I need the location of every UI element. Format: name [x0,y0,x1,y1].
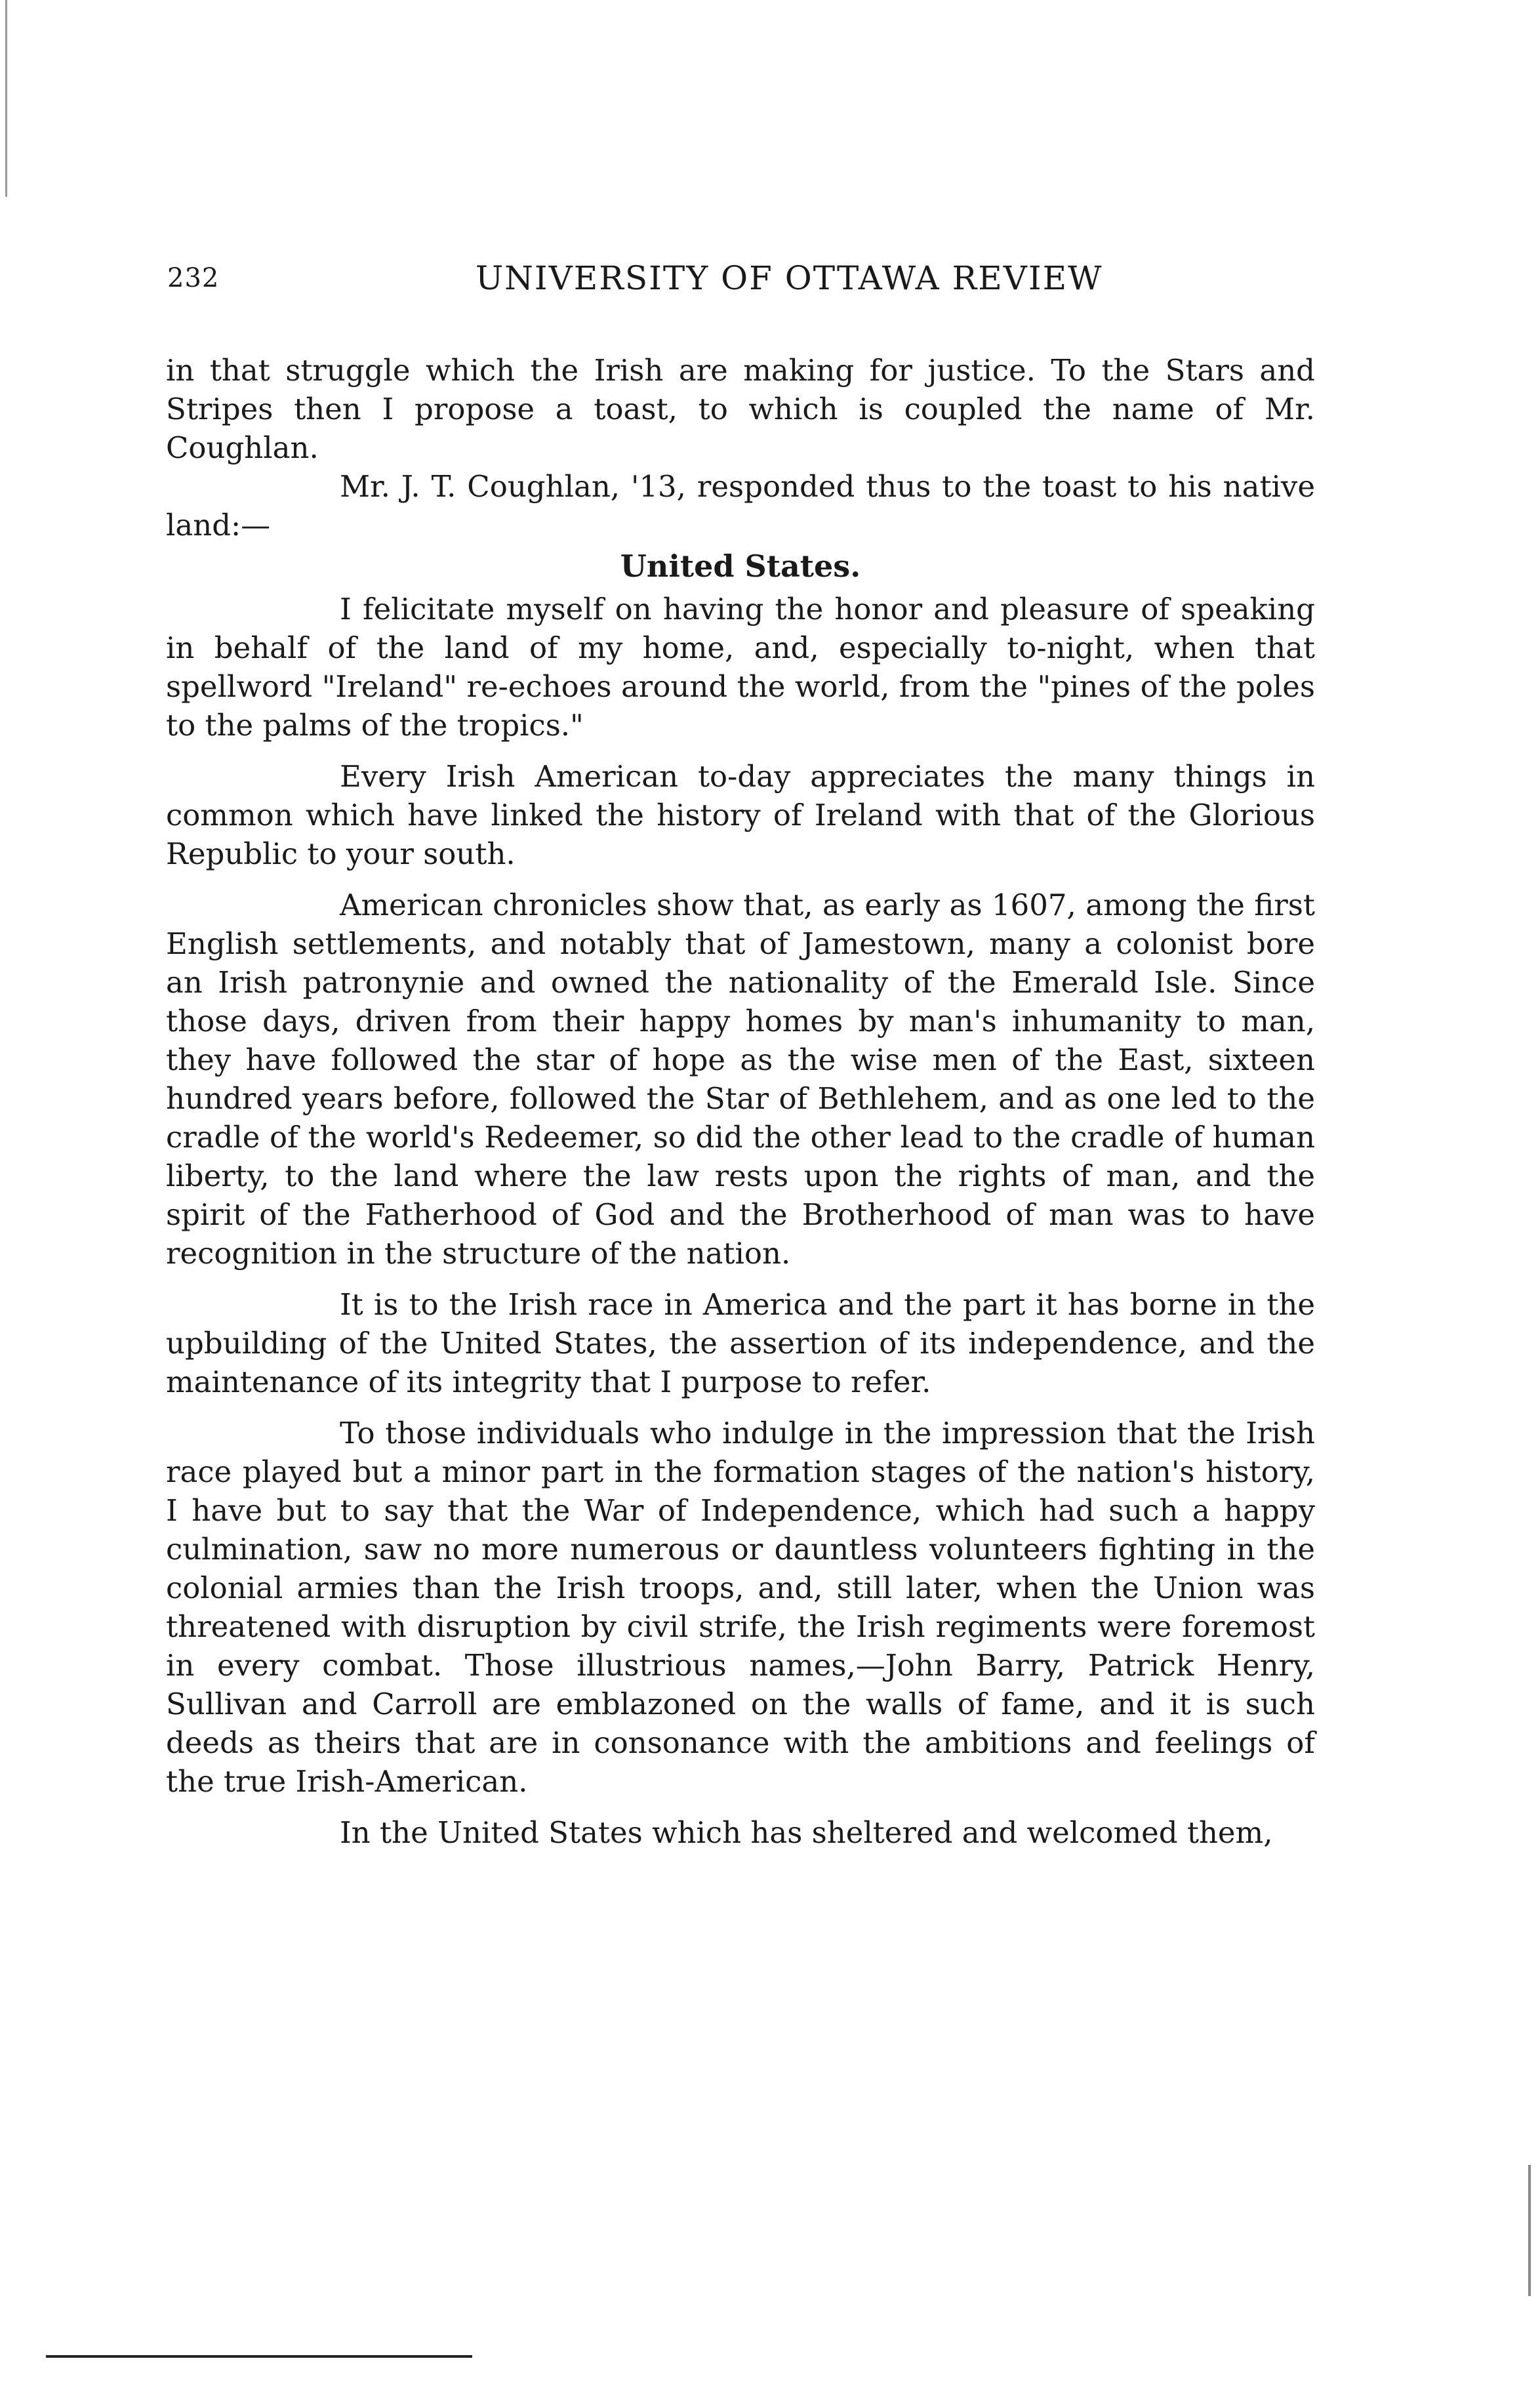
section-heading: United States. [620,548,861,584]
paragraph: To those individuals who indulge in the impression that the Irish race played but a minor part in the formation stages of the nation's history, I have but to say that the War of Independence, which had such a happy culmination, saw no more numerous or dauntless volunteers fighting in the colonial armies than the Irish troops, and, still later, when the Union was threatened with disruption by civil strife, the Irish regiments were foremost in every combat. Those illustrious names,—John Barry, Patrick Henry, Sullivan and Carroll are emblazoned on the walls of fame, and it is such deeds as theirs that are in consonance with the ambitions and feelings of the true Irish-American. [166,1416,1315,1799]
scan-edge-mark [5,0,7,197]
page-number: 232 [167,263,220,293]
text-block [166,351,1315,1852]
running-head [167,259,1315,312]
journal-title: UNIVERSITY OF OTTAWA REVIEW [476,259,1103,297]
paragraph: I felicitate myself on having the honor and pleasure of speaking in behalf of the land of my home, and, especially to-night, when that spellword "Ireland" re-echoes around the world, from the "pines of the poles to the palms of the tropics." [166,592,1315,743]
footer-rule [46,2355,472,2358]
paragraph: American chronicles show that, as early as 1607, among the first English settlements, and notably that of Jamestown, many a colonist bore an Irish patronynie and owned the nationality of the Emerald Isle. Since those days, driven from their happy homes by man's inhumanity to man, they have followed the star of hope as the wise men of the East, sixteen hundred years before, followed the Star of Bethlehem, and as one led to the cradle of the world's Redeemer, so did the other lead to the cradle of human liberty, to the land where the law rests upon the rights of man, and the spirit of the Fatherhood of God and the Brotherhood of man was to have recognition in the structure of the nation. [166,888,1315,1271]
paragraph: Every Irish American to-day appreciates the many things in common which have linked the history of Ireland with that of the Glorious Republic to your south. [166,759,1315,871]
paragraph: Mr. J. T. Coughlan, '13, responded thus to the toast to his native land:— [166,469,1315,543]
paragraph: In the United States which has sheltered and welcomed them, [340,1815,1273,1850]
paragraph: in that struggle which the Irish are making for justice. To the Stars and Stripes then I propose a toast, to which is coupled the name of Mr. Coughlan. [166,353,1315,465]
scan-edge-mark [1528,2165,1531,2296]
paragraph: It is to the Irish race in America and the part it has borne in the upbuilding of the United States, the assertion of its independence, and the maintenance of its integrity that I purpose to refer. [166,1287,1315,1399]
